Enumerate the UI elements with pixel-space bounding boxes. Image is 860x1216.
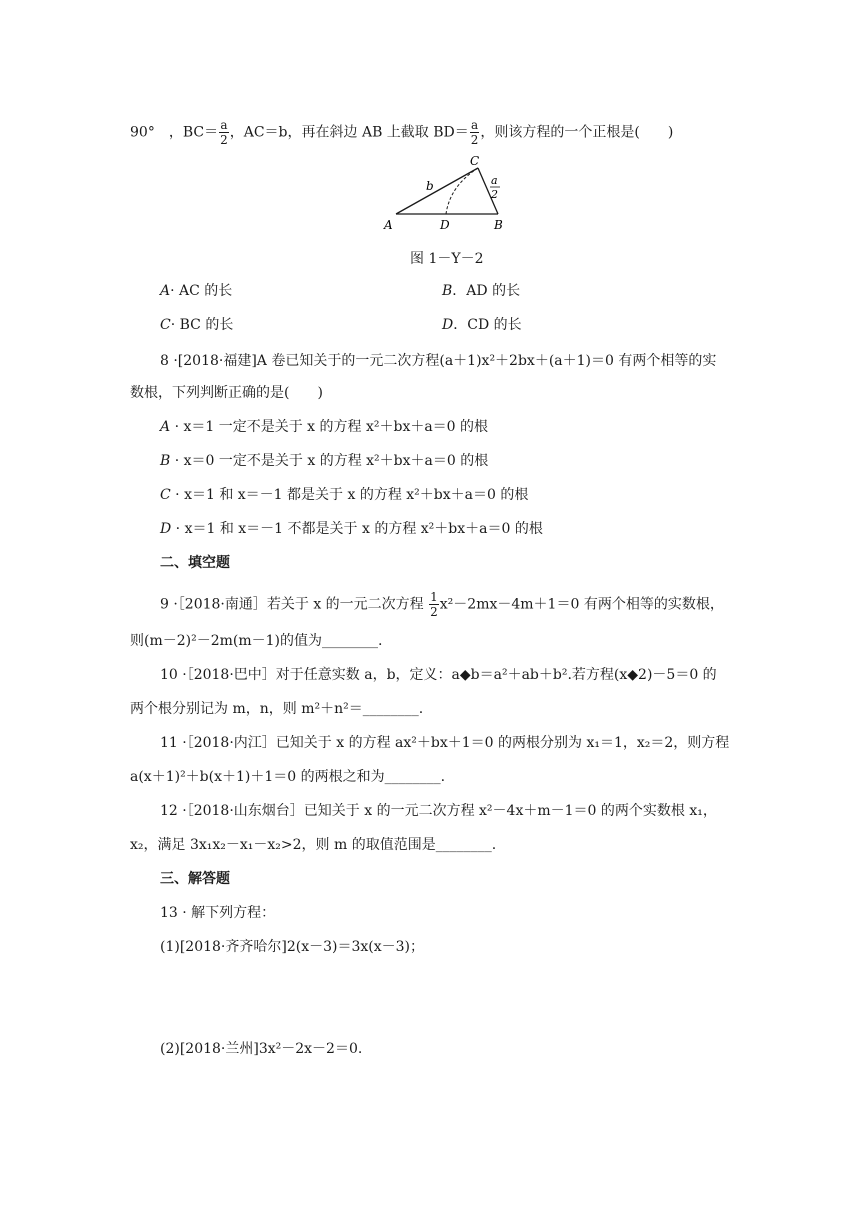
option-text: ．CD 的长 — [453, 317, 522, 333]
fraction-denominator: 2 — [430, 605, 438, 619]
label-a-side-num: a — [491, 174, 498, 187]
label-a: A — [384, 218, 393, 232]
q8-option-b — [160, 452, 488, 470]
option-text: · x＝1 一定不是关于 x 的方程 x²＋bx＋a＝0 的根 — [170, 419, 489, 435]
fraction-numerator: a — [471, 118, 479, 132]
q11-line1: 11 ·［2018·内江］已知关于 x 的方程 ax²＋bx＋1＝0 的两根分别为 x₁＝1，x₂＝2，则方程 — [160, 735, 730, 751]
q8-option-d — [160, 520, 543, 538]
option-letter: A — [160, 419, 171, 435]
q12-line2: x₂，满足 3x₁x₂－x₁－x₂>2，则 m 的取值范围是________. — [130, 837, 497, 853]
q7-text-part3: ，则该方程的一个正根是( ) — [480, 124, 674, 141]
fraction-a-over-2 — [470, 118, 480, 147]
q7-tail-line — [130, 118, 673, 147]
label-d: D — [440, 218, 450, 232]
section-heading-solve: 三、解答题 — [160, 871, 230, 887]
q8-option-a — [160, 418, 488, 436]
q8-option-c — [160, 486, 528, 504]
q7-option-a — [160, 282, 232, 300]
label-c: C — [470, 154, 480, 168]
fraction-denominator: 2 — [220, 133, 228, 147]
q10-line2: 两个根分别记为 m，n，则 m²＋n²＝________. — [130, 701, 424, 717]
label-a-side-den: 2 — [491, 188, 498, 201]
option-letter: D — [160, 521, 172, 537]
q8-line2: 数根，下列判断正确的是( ) — [130, 385, 323, 401]
q13-part2: (2)[2018·兰州]3x²－2x－2＝0. — [160, 1041, 363, 1057]
option-letter: B — [442, 283, 453, 299]
q10-line1: 10 ·［2018·巴中］对于任意实数 a，b，定义：a◆b＝a²＋ab＋b².若方程(x◆2)－5＝0 的 — [160, 667, 717, 683]
option-text: · x＝1 和 x＝－1 都是关于 x 的方程 x²＋bx＋a＝0 的根 — [170, 487, 529, 503]
q8-line1: 8 ·[2018·福建]A 卷已知关于的一元二次方程(a＋1)x²＋2bx＋(a＋1)＝0 有两个相等的实 — [160, 353, 717, 369]
option-text: · x＝0 一定不是关于 x 的方程 x²＋bx＋a＝0 的根 — [170, 453, 489, 469]
option-letter: A — [160, 283, 171, 299]
option-text: · x＝1 和 x＝－1 不都是关于 x 的方程 x²＋bx＋a＝0 的根 — [171, 521, 543, 537]
option-text: · AC 的长 — [170, 283, 233, 299]
label-b: B — [494, 218, 503, 232]
fraction-denominator: 2 — [470, 133, 479, 147]
q7-option-d — [442, 316, 522, 334]
q9-line1 — [160, 590, 724, 619]
q13-title: 13 · 解下列方程： — [160, 905, 276, 921]
segment-ac — [396, 168, 478, 214]
q9-line2: 则(m－2)²－2m(m－1)的值为________. — [130, 633, 383, 649]
q7-option-b — [442, 282, 520, 300]
q11-line2: a(x＋1)²＋b(x＋1)＋1＝0 的两根之和为________. — [130, 769, 446, 785]
fraction-one-half — [429, 590, 439, 619]
triangle-figure — [380, 152, 520, 236]
fraction-numerator: 1 — [430, 590, 438, 604]
option-letter: D — [442, 317, 454, 333]
q9-text-post: x²－2mx－4m＋1＝0 有两个相等的实数根， — [439, 596, 724, 613]
figure-caption: 图 1－Y－2 — [410, 251, 484, 267]
q7-text-part1: 90° ，BC＝ — [130, 124, 219, 141]
option-letter: C — [160, 487, 171, 503]
option-text: ．AD 的长 — [452, 283, 521, 299]
option-letter: B — [160, 453, 171, 469]
option-letter: C — [160, 317, 171, 333]
q7-option-c — [160, 316, 233, 334]
fraction-numerator: a — [220, 118, 228, 132]
q9-text-pre: 9 ·［2018·南通］若关于 x 的一元二次方程 — [160, 596, 429, 613]
fraction-a-over-2 — [219, 118, 229, 147]
arc-cd — [446, 168, 478, 214]
label-b-side: b — [426, 179, 434, 193]
q12-line1: 12 ·［2018·山东烟台］已知关于 x 的一元二次方程 x²－4x＋m－1＝0 的两个实数根 x₁， — [160, 803, 717, 819]
q13-part1: (1)[2018·齐齐哈尔]2(x－3)＝3x(x－3)； — [160, 939, 424, 955]
q7-text-part2: ，AC＝b，再在斜边 AB 上截取 BD＝ — [229, 124, 469, 141]
option-text: · BC 的长 — [170, 317, 234, 333]
section-heading-fill-in: 二、填空题 — [160, 555, 230, 571]
